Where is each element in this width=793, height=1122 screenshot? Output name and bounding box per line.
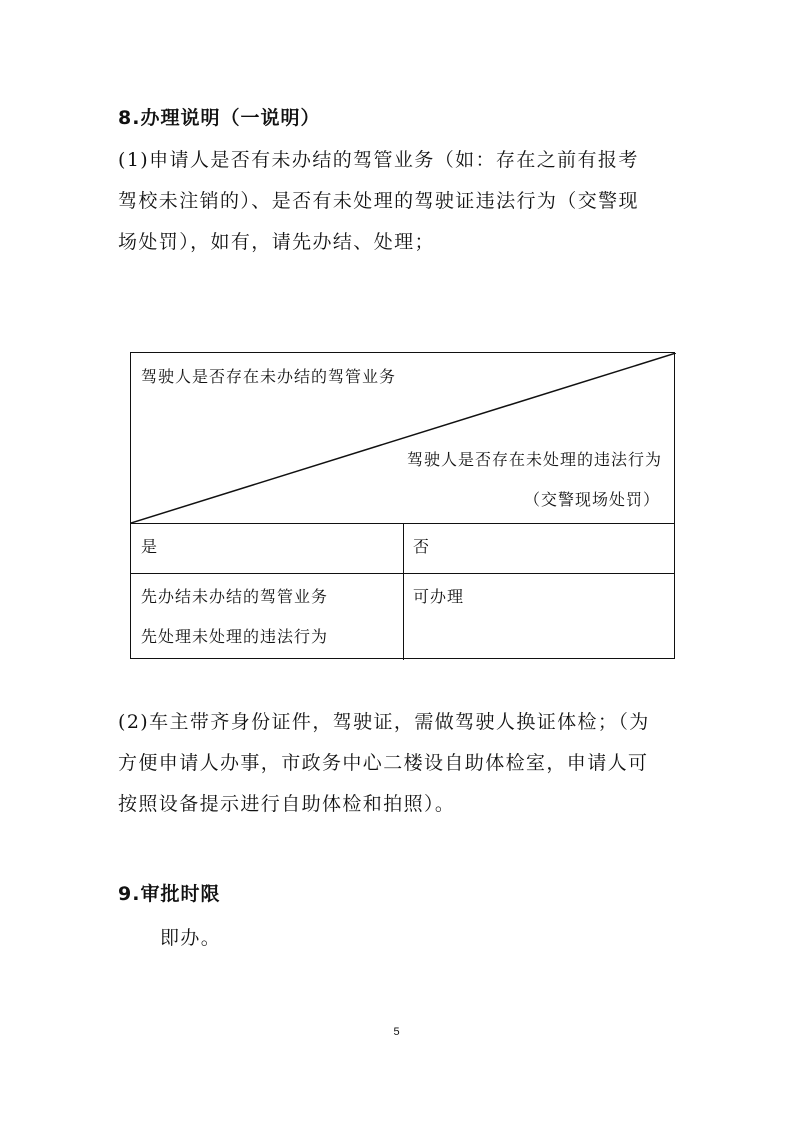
paragraph-line: 场处罚），如有，请先办结、处理； bbox=[118, 231, 435, 253]
paragraph-line: 按照设备提示进行自助体检和拍照）。 bbox=[118, 793, 456, 815]
page-number: 5 bbox=[393, 1026, 400, 1038]
section-8-item-2 bbox=[118, 702, 678, 825]
no-action: 可办理 bbox=[413, 587, 465, 606]
table-column-divider bbox=[403, 523, 404, 660]
paragraph-line: 驾校未注销的）、是否有未处理的驾驶证违法行为（交警现 bbox=[118, 190, 639, 212]
section-9-heading: 9.审批时限 bbox=[118, 883, 221, 905]
yes-action-2: 先处理未处理的违法行为 bbox=[141, 627, 329, 646]
column-no-label: 否 bbox=[413, 537, 431, 556]
section-8-item-1 bbox=[118, 140, 678, 263]
paragraph-line: (2)车主带齐身份证件，驾驶证，需做驾驶人换证体检；（为 bbox=[118, 711, 650, 733]
decision-table bbox=[130, 352, 675, 659]
section-8-heading: 8.办理说明（一说明） bbox=[118, 107, 321, 129]
column-yes-label: 是 bbox=[141, 537, 159, 556]
paragraph-line: 方便申请人办事，市政务中心二楼设自助体检室，申请人可 bbox=[118, 752, 649, 774]
section-9-body bbox=[160, 918, 720, 959]
header-bottom-right-note: （交警现场处罚） bbox=[523, 490, 660, 509]
paragraph-line: (1)申请人是否有未办结的驾管业务（如：存在之前有报考 bbox=[118, 149, 639, 171]
paragraph-line: 即办。 bbox=[160, 927, 222, 949]
yes-action-1: 先办结未办结的驾管业务 bbox=[141, 587, 329, 606]
header-top-left-label: 驾驶人是否存在未办结的驾管业务 bbox=[141, 367, 397, 386]
header-bottom-right-label: 驾驶人是否存在未处理的违法行为 bbox=[406, 450, 662, 469]
